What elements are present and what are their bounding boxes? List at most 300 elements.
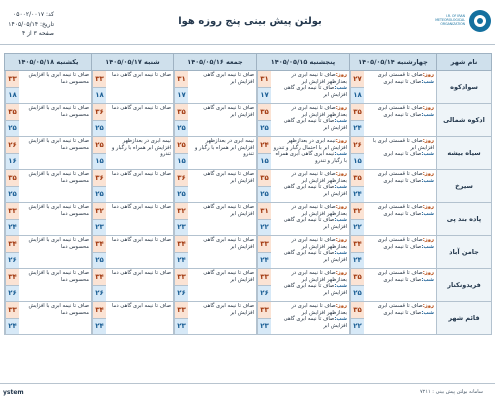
day-forecast: صاف تا نیمه ابری با افزایش محسوس دما (28, 303, 89, 316)
forecast-cell-content (350, 236, 436, 268)
temperature-pair (92, 269, 106, 301)
weather-description (19, 104, 91, 136)
weather-description (188, 236, 256, 268)
day-forecast: صاف تا قسمتی ابری (377, 105, 423, 111)
max-temp: ۳۴ (6, 236, 19, 253)
min-temp: ۲۴ (351, 121, 364, 137)
day-forecast: صاف تا نیمه ابری در بعدازظهر افزایش ابر (291, 72, 347, 85)
forecast-cell-content (257, 104, 349, 136)
forecast-cell (257, 203, 350, 236)
min-temp: ۱۷ (175, 88, 188, 104)
day-forecast: صاف تا نیمه ابری گاهی افزایش ابر (203, 204, 254, 217)
day-forecast: صاف تا نیمه ابری گاهی افزایش ابر (203, 72, 254, 85)
day-label: روز: (422, 105, 434, 111)
day-forecast: صاف تا نیمه ابری در بعدازظهر افزایش ابر (291, 237, 347, 250)
forecast-cell (5, 104, 92, 137)
night-label: شب: (421, 309, 434, 316)
max-temp: ۳۳ (175, 302, 188, 319)
forecast-cell-content (5, 269, 91, 301)
min-temp: ۲۵ (93, 121, 106, 137)
forecast-cell-content (92, 137, 173, 169)
weather-description (271, 170, 349, 202)
night-forecast: صاف تا نیمه ابری (383, 309, 422, 316)
column-header-day: شنبه ۱۴۰۵/۰۵/۱۷ (92, 54, 174, 71)
temperature-pair (92, 71, 106, 103)
day-label: روز: (335, 303, 347, 309)
day-label: روز: (422, 72, 434, 78)
max-temp: ۳۵ (6, 104, 19, 121)
forecast-cell (92, 104, 174, 137)
temperature-pair (5, 170, 19, 202)
min-temp: ۲۳ (175, 220, 188, 236)
night-label: شب: (334, 118, 347, 125)
min-temp: ۲۵ (175, 121, 188, 137)
temperature-pair (92, 203, 106, 235)
night-label: شب: (334, 316, 347, 323)
city-name: فریدونکنار (437, 269, 492, 302)
night-label: شب: (421, 210, 434, 217)
table-row (5, 236, 492, 269)
day-forecast: صاف تا نیمه ابری در بعدازظهر افزایش ابر (291, 270, 347, 283)
column-header-city: نام شهر (437, 54, 492, 71)
organization-logo (431, 8, 491, 36)
temperature-pair (174, 302, 188, 334)
table-row (5, 104, 492, 137)
forecast-cell (92, 170, 174, 203)
min-temp: ۲۵ (6, 121, 19, 137)
day-forecast: صاف تا نیمه ابری گاهی دما (111, 204, 171, 210)
min-temp: ۲۵ (6, 187, 19, 203)
forecast-cell (257, 302, 350, 335)
night-forecast: صاف تا نیمه ابری (383, 276, 422, 283)
weather-description (19, 269, 91, 301)
day-label: روز: (422, 138, 434, 144)
day-forecast: صاف تا نیمه ابری گاهی دما (111, 171, 171, 177)
forecast-cell-content (174, 302, 256, 334)
weather-description (19, 137, 91, 169)
min-temp: ۱۸ (93, 88, 106, 104)
forecast-cell-content (257, 170, 349, 202)
day-label: روز: (422, 204, 434, 210)
night-forecast: صاف تا نیمه ابری (383, 210, 422, 217)
org-line: ORGANIZATION (440, 22, 465, 26)
meta-of: ۴ (21, 30, 26, 37)
max-temp: ۳۳ (258, 269, 271, 286)
day-forecast: صاف تا نیمه ابری با افزایش محسوس دما (28, 270, 89, 283)
forecast-cell-content (92, 104, 173, 136)
day-forecast: صاف تا نیمه ابری در بعدازظهر افزایش ابر (291, 105, 347, 118)
min-temp: ۲۶ (258, 286, 271, 302)
temperature-pair (350, 269, 364, 301)
forecast-cell-content (92, 203, 173, 235)
weather-description (271, 269, 349, 301)
night-label: شب: (334, 184, 347, 191)
meta-number-label: کد: (45, 11, 54, 18)
day-forecast: صاف تا نیمه ابری با افزایش محسوس دما (28, 105, 89, 118)
forecast-cell-content (5, 302, 91, 334)
weather-description (364, 137, 436, 169)
forecast-cell (257, 104, 350, 137)
meta-page-label: صفحه (38, 30, 54, 37)
max-temp: ۳۵ (258, 170, 271, 187)
night-forecast: صاف تا نیمه ابری (383, 151, 422, 158)
day-forecast: صاف تا قسمتی ابری (377, 171, 423, 177)
day-forecast: صاف تا نیمه ابری با افزایش محسوس دما (28, 72, 89, 85)
city-name: جامن آباد (437, 236, 492, 269)
forecast-cell (174, 170, 257, 203)
meta-page: ۳ (33, 30, 37, 37)
temperature-pair (92, 170, 106, 202)
max-temp: ۳۶ (93, 104, 106, 121)
night-forecast: صاف تا نیمه ابری گاهی افزایش ابر (283, 184, 347, 197)
min-temp: ۱۵ (175, 154, 188, 170)
temperature-pair (350, 236, 364, 268)
weather-description (188, 302, 256, 334)
forecast-cell-content (174, 137, 256, 169)
temperature-pair (350, 104, 364, 136)
min-temp: ۲۴ (175, 253, 188, 269)
weather-description (188, 269, 256, 301)
forecast-cell (174, 302, 257, 335)
column-header-day: پنجشنبه ۱۴۰۵/۰۵/۱۵ (257, 54, 350, 71)
min-temp: ۲۴ (6, 220, 19, 236)
min-temp: ۲۶ (6, 286, 19, 302)
weather-description (271, 104, 349, 136)
weather-description (106, 170, 173, 202)
forecast-cell-content (350, 269, 436, 301)
weather-description (188, 170, 256, 202)
logo-icon (469, 10, 491, 32)
forecast-cell-content (92, 236, 173, 268)
forecast-cell-content (350, 71, 436, 103)
temperature-pair (350, 302, 364, 334)
day-label: روز: (335, 138, 347, 144)
night-forecast: صاف تا نیمه ابری (383, 177, 422, 184)
min-temp: ۲۲ (351, 220, 364, 236)
day-forecast: صاف تا نیمه ابری گاهی دما (111, 237, 171, 243)
day-forecast: صاف تا قسمتی ابری (377, 237, 423, 243)
max-temp: ۳۵ (351, 170, 364, 187)
day-label: روز: (335, 72, 347, 78)
footer-brand: ystem (3, 389, 24, 396)
table-row (5, 269, 492, 302)
min-temp: ۱۷ (258, 88, 271, 104)
bulletin-header (0, 0, 495, 45)
max-temp: ۳۳ (6, 71, 19, 88)
forecast-cell (5, 302, 92, 335)
forecast-cell-content (257, 269, 349, 301)
night-forecast: صاف تا نیمه ابری گاهی افزایش ابر (283, 283, 347, 296)
temperature-pair (5, 236, 19, 268)
max-temp: ۳۳ (258, 302, 271, 319)
temperature-pair (257, 137, 271, 169)
temperature-pair (5, 104, 19, 136)
forecast-cell (350, 203, 437, 236)
night-label: شب: (334, 85, 347, 92)
weather-description (271, 302, 349, 334)
meta-date-label: تاریخ: (40, 20, 54, 28)
day-forecast: نیمه ابری در بعدازظهر افزایش ابر با احتمال رگبار و تندرو (273, 138, 347, 151)
forecast-cell (5, 269, 92, 302)
night-label: شب: (421, 243, 434, 250)
table-body (5, 71, 492, 335)
forecast-cell-content (174, 104, 256, 136)
night-forecast: صاف تا نیمه ابری (383, 78, 422, 85)
min-temp: ۲۴ (6, 319, 19, 335)
meta-date-row (4, 20, 54, 30)
forecast-cell-content (5, 236, 91, 268)
column-header-day: جمعه ۱۴۰۵/۰۵/۱۶ (174, 54, 257, 71)
max-temp: ۳۴ (175, 236, 188, 253)
forecast-cell-content (174, 236, 256, 268)
temperature-pair (257, 71, 271, 103)
column-header-day: چهارشنبه ۱۴۰۵/۰۵/۱۴ (350, 54, 437, 71)
night-label: شب: (421, 111, 434, 118)
weather-description (19, 302, 91, 334)
temperature-pair (350, 203, 364, 235)
min-temp: ۲۴ (351, 253, 364, 269)
night-label: شب: (421, 78, 434, 85)
day-forecast: صاف تا نیمه ابری گاهی افزایش ابر (203, 270, 254, 283)
table-row (5, 71, 492, 104)
forecast-cell (5, 236, 92, 269)
forecast-cell (174, 203, 257, 236)
min-temp: ۲۶ (175, 286, 188, 302)
weather-description (106, 137, 173, 169)
night-label: شب: (334, 217, 347, 224)
weather-description (188, 71, 256, 103)
night-label: شب: (421, 151, 434, 158)
forecast-cell-content (5, 104, 91, 136)
min-temp: ۲۴ (258, 253, 271, 269)
min-temp: ۱۶ (6, 154, 19, 170)
weather-description (106, 236, 173, 268)
forecast-cell-content (174, 170, 256, 202)
weather-description (188, 137, 256, 169)
max-temp: ۳۵ (351, 104, 364, 121)
temperature-pair (174, 170, 188, 202)
max-temp: ۳۴ (93, 302, 106, 319)
forecast-cell-content (257, 137, 349, 169)
weather-description (106, 104, 173, 136)
temperature-pair (92, 302, 106, 334)
table-row (5, 302, 492, 335)
day-label: روز: (335, 204, 347, 210)
min-temp: ۲۲ (258, 220, 271, 236)
min-temp: ۲۳ (258, 319, 271, 335)
forecast-cell (350, 71, 437, 104)
day-forecast: صاف تا نیمه ابری گاهی دما (111, 270, 171, 276)
temperature-pair (257, 302, 271, 334)
forecast-cell-content (257, 71, 349, 103)
max-temp: ۲۷ (351, 71, 364, 88)
table-row (5, 203, 492, 236)
city-name: سیاه بیشه (437, 137, 492, 170)
day-forecast: نیمه ابری در بعدازظهر افزایش ابر همراه با رگبار و تندرو (111, 138, 171, 158)
forecast-cell-content (92, 170, 173, 202)
temperature-pair (350, 71, 364, 103)
city-name: ادکوه شمالی (437, 104, 492, 137)
forecast-cell (92, 71, 174, 104)
temperature-pair (174, 71, 188, 103)
night-label: شب: (334, 151, 347, 158)
forecast-cell-content (5, 170, 91, 202)
max-temp: ۳۵ (258, 104, 271, 121)
min-temp: ۲۴ (351, 187, 364, 203)
night-forecast: صاف تا نیمه ابری گاهی افزایش ابر (283, 118, 347, 131)
temperature-pair (257, 236, 271, 268)
temperature-pair (5, 71, 19, 103)
weather-description (19, 236, 91, 268)
day-forecast: صاف تا نیمه ابری در بعدازظهر افزایش ابر (291, 303, 347, 316)
forecast-table (4, 53, 492, 335)
day-forecast: صاف تا نیمه ابری گاهی افزایش ابر (203, 105, 254, 118)
forecast-cell-content (350, 203, 436, 235)
forecast-cell (174, 269, 257, 302)
night-forecast: نیمه ابری گاهی ابری همراه با رگبار و تندرو (275, 151, 347, 164)
forecast-cell-content (5, 137, 91, 169)
column-header-day: یکشنبه ۱۴۰۵/۰۵/۱۸ (5, 54, 92, 71)
forecast-cell (92, 302, 174, 335)
forecast-cell (92, 269, 174, 302)
day-forecast: صاف تا نیمه ابری گاهی دما (111, 105, 171, 111)
day-forecast: صاف تا قسمتی ابری با افزایش ابر (372, 138, 434, 151)
temperature-pair (257, 104, 271, 136)
day-forecast: صاف تا قسمتی ابری (377, 303, 423, 309)
forecast-cell-content (350, 170, 436, 202)
night-forecast: صاف تا نیمه ابری گاهی افزایش ابر (283, 250, 347, 263)
day-forecast: صاف تا نیمه ابری گاهی افزایش ابر (203, 171, 254, 184)
min-temp: ۱۸ (6, 88, 19, 104)
temperature-pair (257, 170, 271, 202)
organization-name (431, 14, 465, 26)
night-forecast: صاف تا نیمه ابری گاهی افزایش ابر (283, 217, 347, 230)
forecast-cell (5, 203, 92, 236)
night-label: شب: (334, 250, 347, 257)
day-forecast: صاف تا نیمه ابری گاهی دما (111, 72, 171, 78)
footer-text: سامانه بولتن پیش بینی : ۷۲۱۱ (419, 389, 483, 395)
forecast-cell (174, 71, 257, 104)
forecast-cell (174, 104, 257, 137)
weather-description (19, 170, 91, 202)
night-forecast: صاف تا نیمه ابری گاهی افزایش ابر (283, 85, 347, 98)
temperature-pair (174, 104, 188, 136)
weather-description (106, 71, 173, 103)
max-temp: ۳۳ (6, 203, 19, 220)
min-temp: ۲۵ (93, 253, 106, 269)
max-temp: ۲۵ (93, 137, 106, 154)
meta-page-row (4, 29, 54, 39)
day-label: روز: (335, 171, 347, 177)
weather-description (364, 302, 436, 334)
weather-description (364, 71, 436, 103)
temperature-pair (350, 137, 364, 169)
temperature-pair (5, 302, 19, 334)
day-forecast: صاف تا نیمه ابری گاهی دما (111, 303, 171, 309)
min-temp: ۲۵ (258, 187, 271, 203)
temperature-pair (92, 104, 106, 136)
day-label: روز: (422, 270, 434, 276)
weather-description (106, 302, 173, 334)
day-forecast: صاف تا نیمه ابری با افزایش محسوس دما (28, 138, 89, 151)
max-temp: ۳۱ (175, 71, 188, 88)
temperature-pair (174, 236, 188, 268)
night-label: شب: (421, 276, 434, 283)
forecast-cell-content (174, 71, 256, 103)
temperature-pair (174, 269, 188, 301)
max-temp: ۳۶ (93, 170, 106, 187)
day-label: روز: (422, 171, 434, 177)
forecast-cell (5, 137, 92, 170)
meta-of-label: از (27, 30, 32, 37)
table-header-row (5, 54, 492, 71)
max-temp: ۲۴ (258, 137, 271, 154)
table-row (5, 170, 492, 203)
temperature-pair (5, 137, 19, 169)
forecast-cell (350, 170, 437, 203)
temperature-pair (174, 137, 188, 169)
max-temp: ۳۱ (258, 71, 271, 88)
min-temp: ۲۲ (351, 319, 364, 335)
forecast-cell-content (257, 236, 349, 268)
day-label: روز: (335, 270, 347, 276)
max-temp: ۳۳ (258, 236, 271, 253)
max-temp: ۳۵ (175, 104, 188, 121)
forecast-cell (174, 236, 257, 269)
forecast-cell (257, 137, 350, 170)
forecast-cell (92, 236, 174, 269)
day-forecast: صاف تا نیمه ابری در بعدازظهر افزایش ابر (291, 204, 347, 217)
max-temp: ۳۶ (175, 170, 188, 187)
forecast-cell (92, 203, 174, 236)
temperature-pair (350, 170, 364, 202)
bulletin-title: بولتن پیش بینی پنج روزه هوا (178, 16, 322, 27)
weather-description (106, 269, 173, 301)
temperature-pair (5, 203, 19, 235)
day-forecast: صاف تا نیمه ابری با افزایش محسوس دما (28, 204, 89, 217)
forecast-cell (350, 104, 437, 137)
min-temp: ۲۶ (93, 286, 106, 302)
temperature-pair (5, 269, 19, 301)
document-meta (4, 10, 54, 39)
max-temp: ۳۳ (175, 269, 188, 286)
city-name: قائم شهر (437, 302, 492, 335)
forecast-cell-content (257, 203, 349, 235)
weather-description (19, 71, 91, 103)
temperature-pair (257, 203, 271, 235)
night-label: شب: (334, 283, 347, 290)
city-name: سوادکوه (437, 71, 492, 104)
max-temp: ۳۴ (6, 269, 19, 286)
org-line: METEOROLOGICAL (435, 18, 465, 22)
forecast-cell-content (174, 269, 256, 301)
day-forecast: صاف تا نیمه ابری گاهی افزایش ابر (203, 303, 254, 316)
forecast-cell-content (5, 71, 91, 103)
min-temp: ۱۵ (258, 154, 271, 170)
max-temp: ۳۱ (258, 203, 271, 220)
temperature-pair (92, 236, 106, 268)
min-temp: ۲۵ (93, 187, 106, 203)
min-temp: ۲۶ (6, 253, 19, 269)
day-forecast: صاف تا نیمه ابری در بعدازظهر افزایش ابر (291, 171, 347, 184)
meta-date: ۱۴۰۵/۰۵/۱۴ (8, 20, 39, 28)
day-label: روز: (422, 303, 434, 309)
forecast-cell (257, 269, 350, 302)
forecast-cell-content (5, 203, 91, 235)
temperature-pair (92, 137, 106, 169)
table-row (5, 137, 492, 170)
day-forecast: صاف تا نیمه ابری گاهی افزایش ابر (203, 237, 254, 250)
